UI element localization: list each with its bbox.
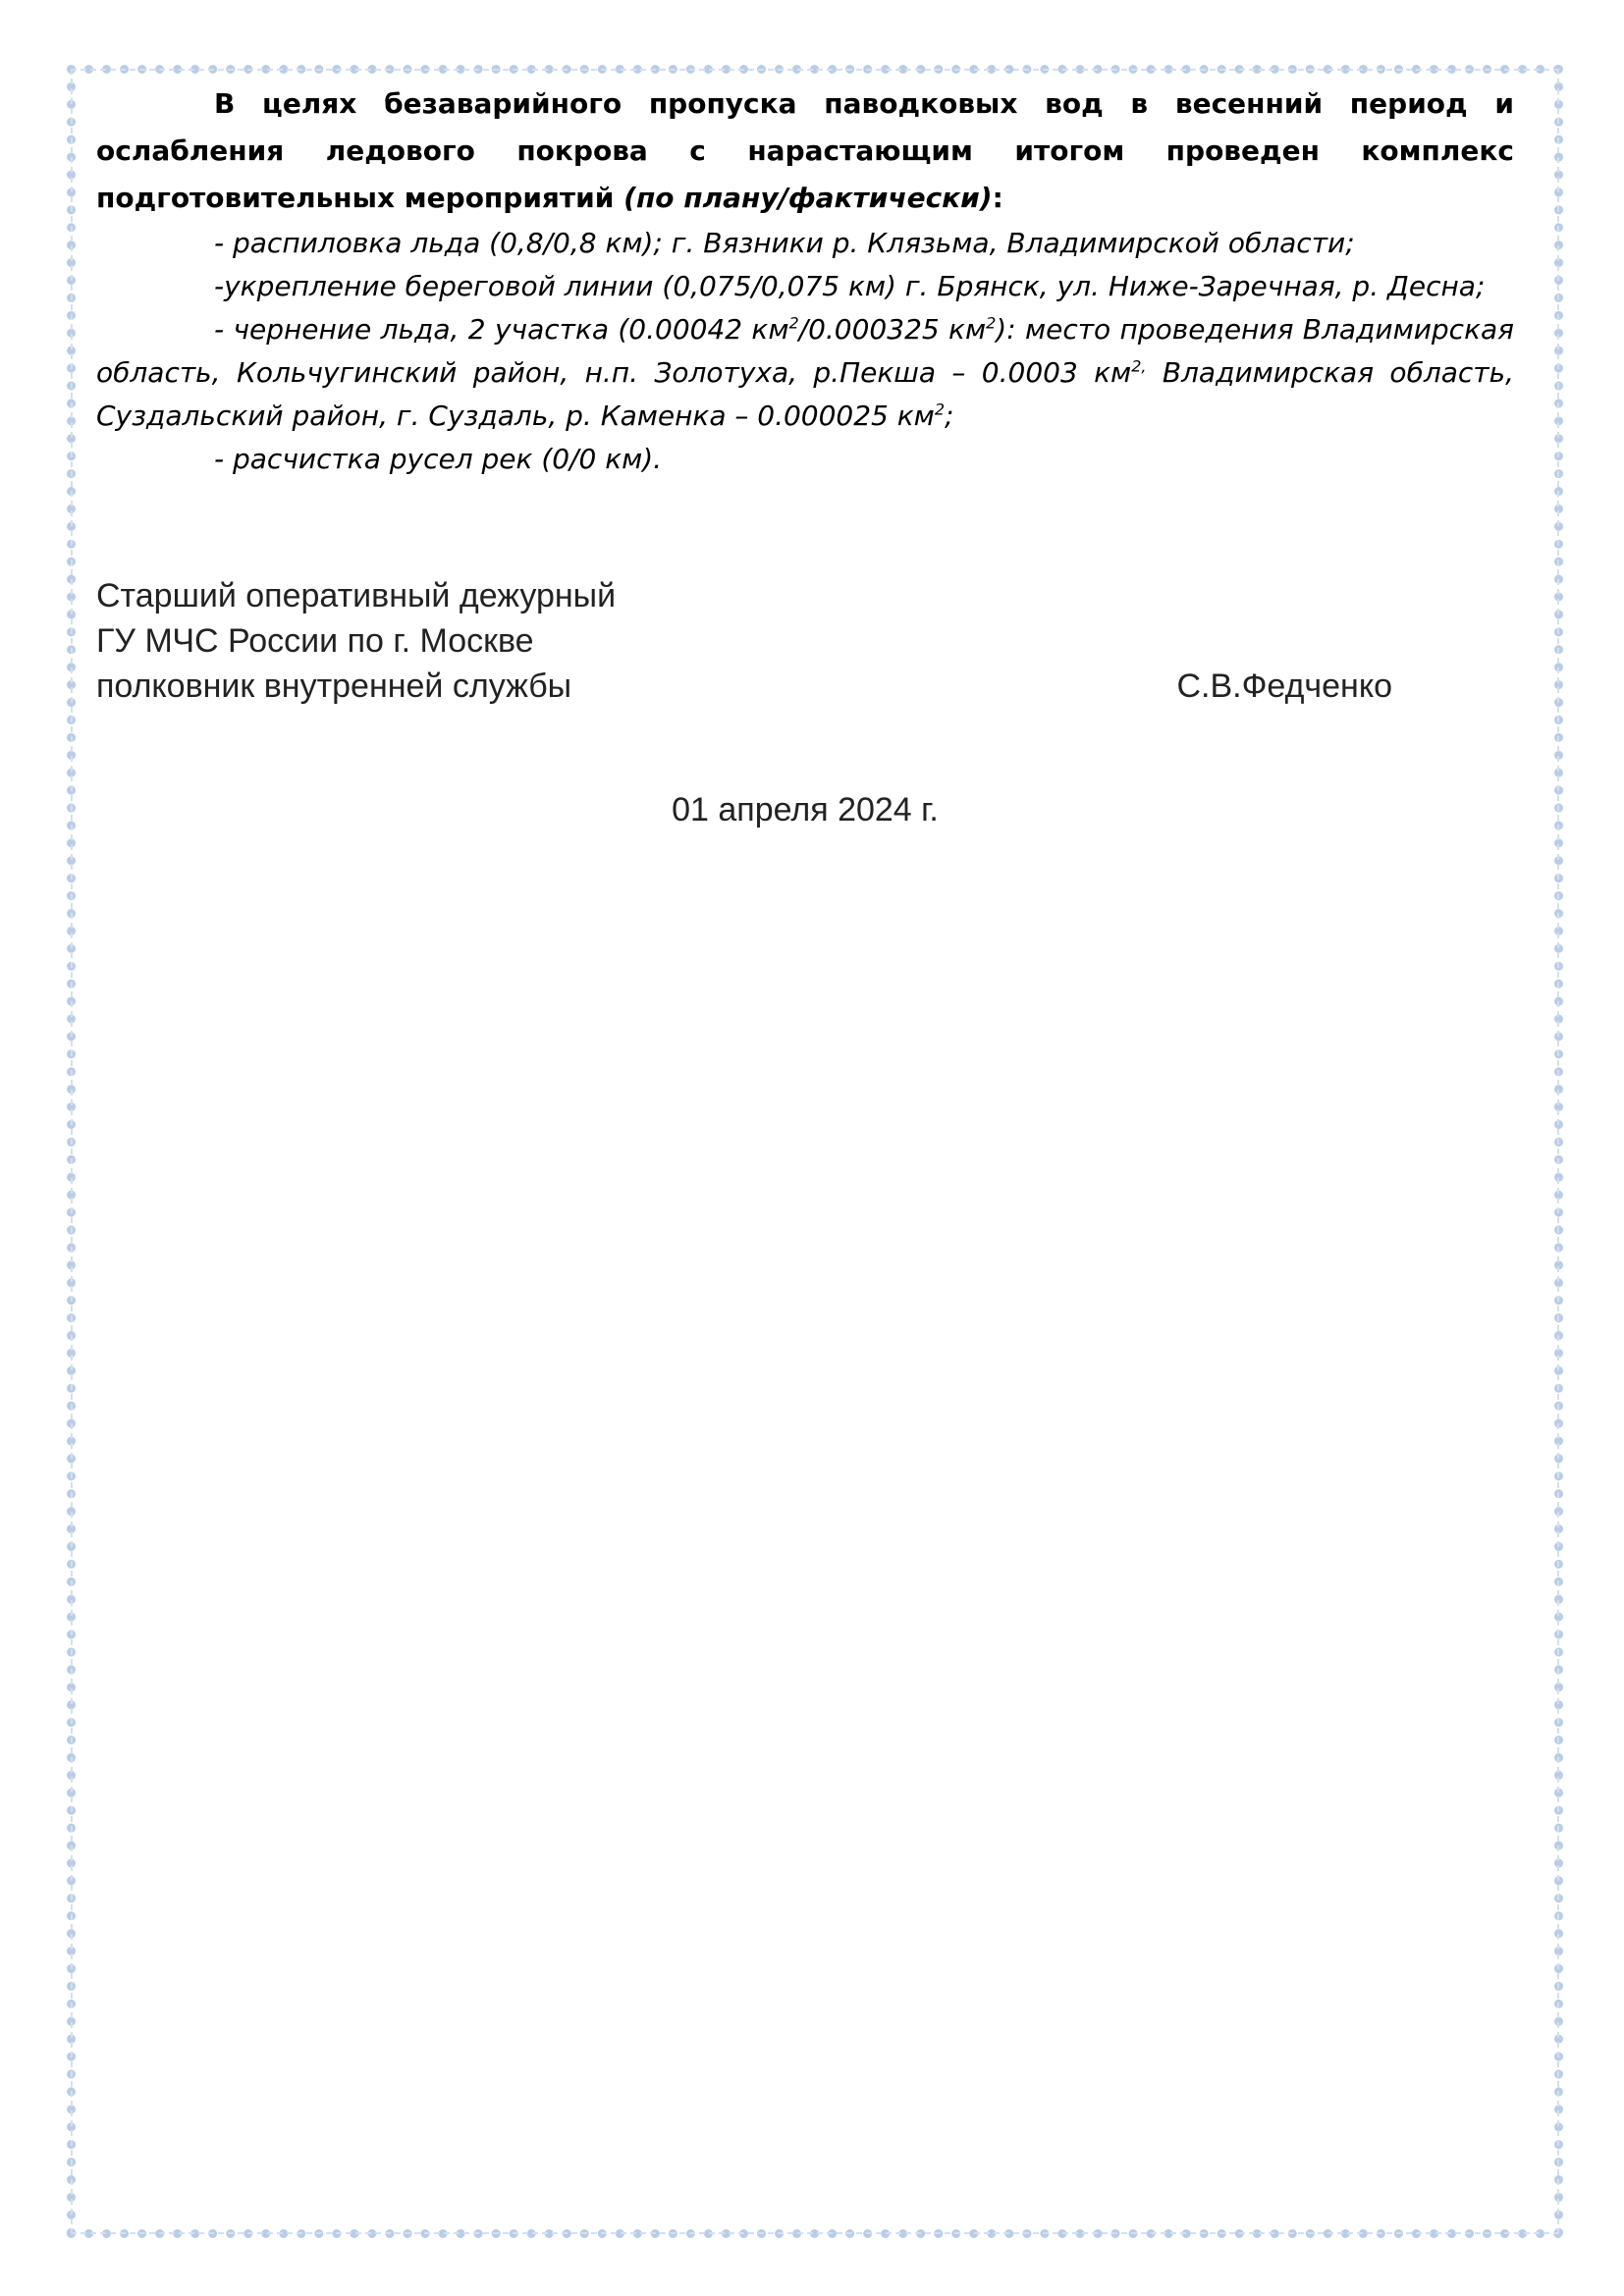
- item3-sup-2: 2: [986, 313, 997, 333]
- signature-name: С.В.Федченко: [1176, 667, 1392, 705]
- list-item-shore-reinforcement: -укрепление береговой линии (0,075/0,075 км) г. Брянск, ул. Ниже-Заречная, р. Десна;: [214, 270, 1486, 302]
- list-item-ice-blackening: [96, 308, 1514, 438]
- signature-organization: ГУ МЧС России по г. Москве: [96, 622, 534, 660]
- item3-part-d: Владимирская область, Суздальский район, г. Суздаль, р. Каменка – 0.000025 км: [96, 356, 1514, 432]
- item3-part-b: /0.000325 км: [798, 313, 987, 346]
- item3-part-a: - чернение льда, 2 участка (0.00042 км: [214, 313, 789, 346]
- signature-rank: полковник внутренней службы: [96, 667, 572, 705]
- list-item-ice-sawing: - распиловка льда (0,8/0,8 км); г. Вязники р. Клязьма, Владимирской области;: [214, 227, 1355, 259]
- document-date: 01 апреля 2024 г.: [672, 791, 939, 828]
- signature-position: Старший оперативный дежурный: [96, 577, 617, 614]
- intro-text: В целях безаварийного пропуска паводковых вод в весенний период и ослабления ледового покрова с нарастающим итогом проведен комплекс подготовительных мероприятий: [96, 87, 1514, 214]
- signature-block: [96, 573, 1392, 709]
- document-body: [96, 80, 1514, 481]
- intro-colon: :: [992, 182, 1003, 214]
- item3-part-c: ): место проведения Владимирская область, Кольчугинский район, н.п. Золотуха, р.Пекша – 0.0003 км: [96, 313, 1514, 389]
- item3-sup-1: 2: [788, 313, 799, 333]
- item3-sup-4: 2: [934, 400, 945, 419]
- item3-part-e: ;: [945, 400, 954, 432]
- intro-plan-note: (по плану/фактически): [623, 182, 993, 214]
- intro-paragraph: [96, 80, 1514, 222]
- signature-rank-line: [96, 664, 1392, 709]
- item3-sup-3: 2,: [1131, 356, 1147, 376]
- list-item-riverbed-clearing: - расчистка русел рек (0/0 км).: [214, 443, 663, 475]
